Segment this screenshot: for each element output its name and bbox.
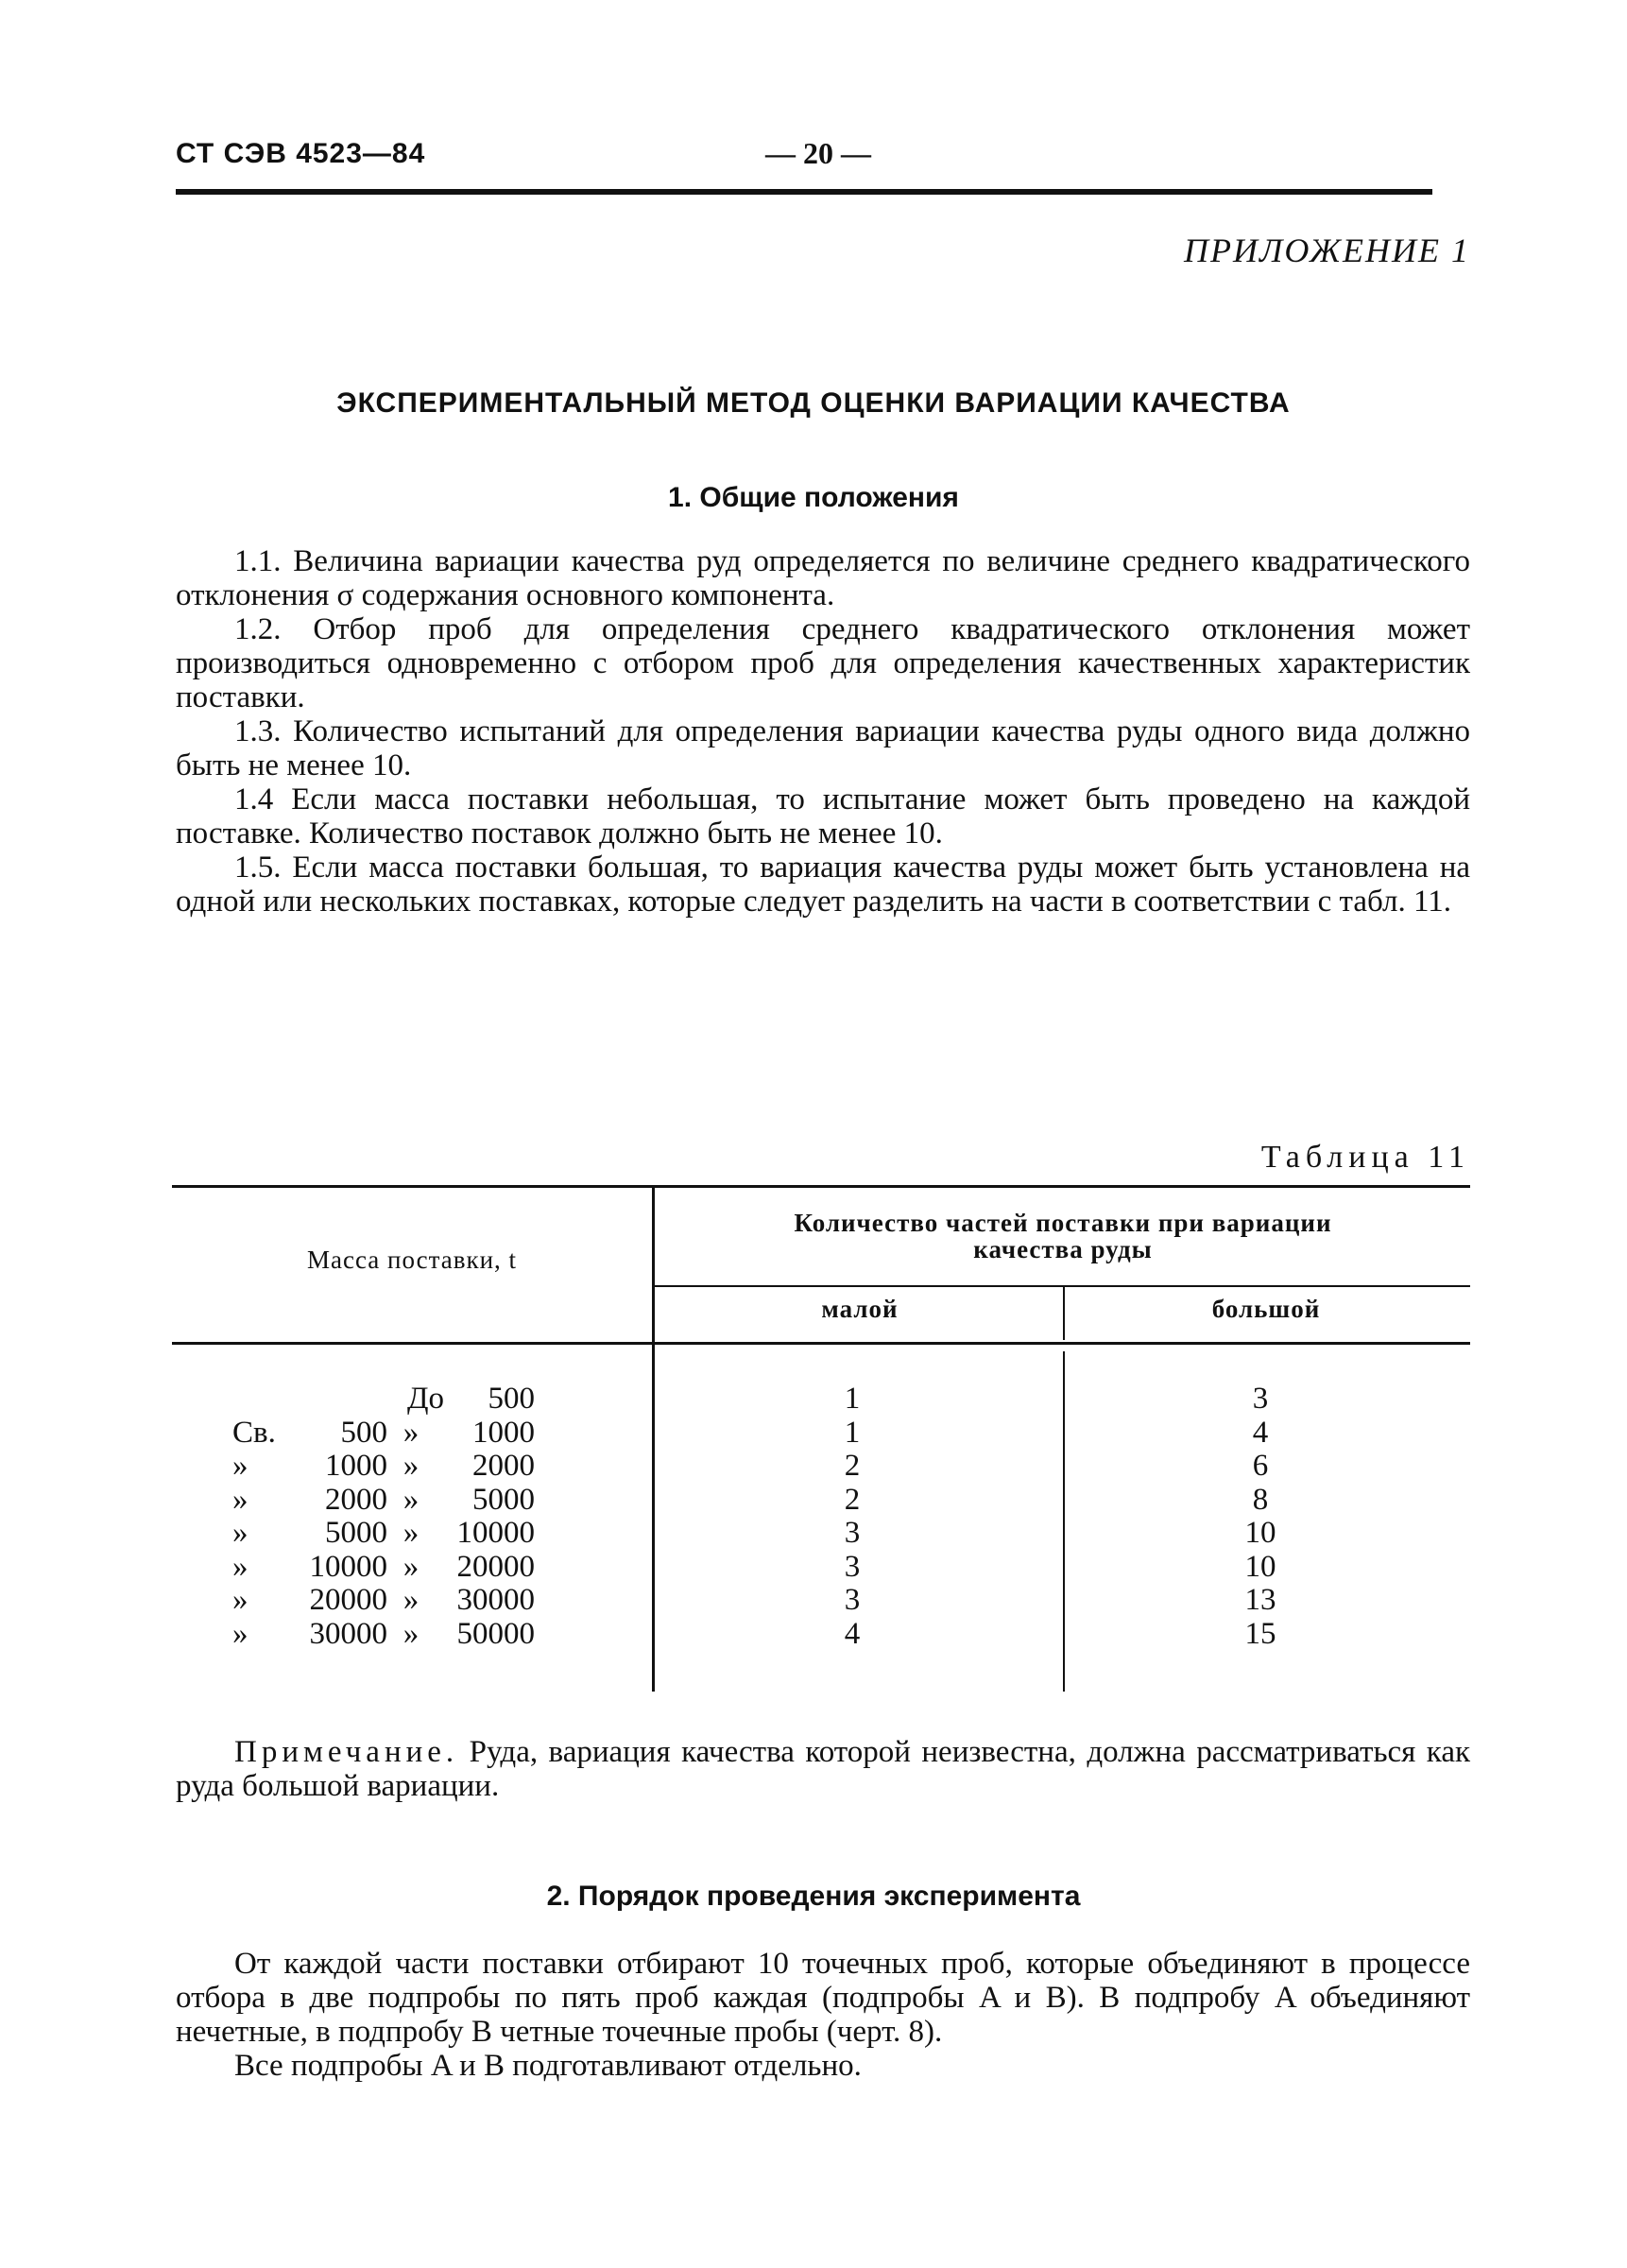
table-row	[0, 1617, 1627, 1650]
table-row	[0, 1516, 1627, 1549]
standard-code: СТ СЭВ 4523—84	[176, 138, 426, 169]
mass-to: 500	[488, 1382, 535, 1416]
mass-from: 20000	[309, 1583, 387, 1617]
paragraph-1-5: 1.5. Если масса поставки большая, то вариация качества руды может быть установлена на одной или нескольких поставках, которые следует разделить на части в соответствии с табл. 11.	[176, 850, 1470, 919]
paragraph-1-3: 1.3. Количество испытаний для определения вариации качества руды одного вида должно быть не менее 10.	[176, 714, 1470, 782]
section-2-body	[176, 1947, 1470, 2083]
mass-prefix: Св.	[232, 1415, 276, 1450]
mass-from: 1000	[325, 1449, 387, 1483]
parts-small: 1	[844, 1382, 861, 1416]
mass-prefix: »	[232, 1482, 248, 1517]
parts-large: 3	[1252, 1382, 1269, 1416]
table-row	[0, 1449, 1627, 1482]
mass-from: 30000	[309, 1616, 387, 1651]
table-caption: Таблица 11	[1260, 1140, 1470, 1175]
parts-small: 2	[844, 1449, 861, 1483]
table-note	[176, 1735, 1470, 1803]
parts-small: 3	[844, 1549, 861, 1584]
table-row	[0, 1583, 1627, 1616]
mass-upto-label: До	[406, 1382, 444, 1416]
mass-separator: »	[402, 1482, 420, 1517]
table-row	[0, 1550, 1627, 1583]
appendix-label: ПРИЛОЖЕНИЕ 1	[1184, 232, 1470, 269]
mass-to: 10000	[456, 1516, 535, 1550]
mass-separator: »	[402, 1616, 420, 1651]
section-1-heading: 1. Общие положения	[668, 482, 959, 513]
mass-to: 1000	[472, 1415, 535, 1450]
mass-separator: »	[402, 1549, 420, 1584]
parts-large: 6	[1252, 1449, 1269, 1483]
mass-prefix: »	[232, 1616, 248, 1651]
mass-prefix: »	[232, 1449, 248, 1483]
mass-prefix: »	[232, 1549, 248, 1584]
table-subheader-divider	[1063, 1287, 1065, 1340]
mass-to: 5000	[472, 1482, 535, 1517]
table-row	[0, 1382, 1627, 1415]
mass-to: 30000	[456, 1583, 535, 1617]
section-2-heading: 2. Порядок проведения эксперимента	[546, 1881, 1081, 1912]
mass-from: 5000	[325, 1516, 387, 1550]
mass-to: 50000	[456, 1616, 535, 1651]
parts-large: 10	[1244, 1549, 1276, 1584]
column-header-large: большой	[1211, 1295, 1321, 1323]
parts-large: 13	[1244, 1583, 1276, 1617]
parts-small: 1	[844, 1415, 861, 1450]
parts-large: 15	[1244, 1616, 1276, 1651]
parts-small: 3	[844, 1583, 861, 1617]
page-title: ЭКСПЕРИМЕНТАЛЬНЫЙ МЕТОД ОЦЕНКИ ВАРИАЦИИ КАЧЕСТВА	[336, 387, 1291, 419]
mass-separator: »	[402, 1449, 420, 1483]
mass-prefix: »	[232, 1516, 248, 1550]
mass-prefix: »	[232, 1583, 248, 1617]
section-1-body	[176, 544, 1470, 919]
mass-from: 10000	[309, 1549, 387, 1584]
mass-separator: »	[402, 1415, 420, 1450]
page-number: — 20 —	[765, 136, 871, 170]
paragraph-1-2: 1.2. Отбор проб для определения среднего квадратического отклонения может производиться одновременно с отбором проб для определения качественных характеристик поставки.	[176, 612, 1470, 714]
table-top-rule	[172, 1185, 1470, 1188]
parts-small: 3	[844, 1516, 861, 1550]
parts-large: 4	[1252, 1415, 1269, 1450]
mass-from: 500	[340, 1415, 387, 1450]
note-text: Руда, вариация качества которой неизвестна, должна рассматриваться как руда большой вариации.	[176, 1735, 1470, 1803]
mass-separator: »	[402, 1516, 420, 1550]
column-header-mass: Масса поставки, t	[306, 1246, 518, 1274]
parts-small: 4	[844, 1616, 861, 1651]
mass-separator: »	[402, 1583, 420, 1617]
column-header-small: малой	[821, 1295, 899, 1323]
parts-large: 8	[1252, 1482, 1269, 1517]
paragraph-2-1: От каждой части поставки отбирают 10 точечных проб, которые объединяют в процессе отбора в две подпробы по пять проб каждая (подпробы A и B). В подпробу A объединяют нечетные, в подпробу B четные точечные пробы (черт. 8).	[176, 1947, 1470, 2049]
mass-to: 20000	[456, 1549, 535, 1584]
mass-to: 2000	[472, 1449, 535, 1483]
paragraph-1-1: 1.1. Величина вариации качества руд определяется по величине среднего квадратического отклонения σ содержания основного компонента.	[176, 544, 1470, 612]
parts-small: 2	[844, 1482, 861, 1517]
paragraph-1-4: 1.4 Если масса поставки небольшая, то испытание может быть проведено на каждой поставке. Количество поставок должно быть не менее 10.	[176, 782, 1470, 850]
note-lead: Примечание.	[234, 1735, 459, 1769]
column-header-group: Количество частей поставки при вариации качества руды	[794, 1209, 1332, 1263]
mass-from: 2000	[325, 1482, 387, 1517]
header-rule	[176, 189, 1432, 195]
paragraph-2-2: Все подпробы A и B подготавливают отдельно.	[234, 2049, 862, 2083]
table-row	[0, 1416, 1627, 1449]
table-header-bottom-rule	[172, 1342, 1470, 1345]
parts-large: 10	[1244, 1516, 1276, 1550]
table-row	[0, 1483, 1627, 1516]
